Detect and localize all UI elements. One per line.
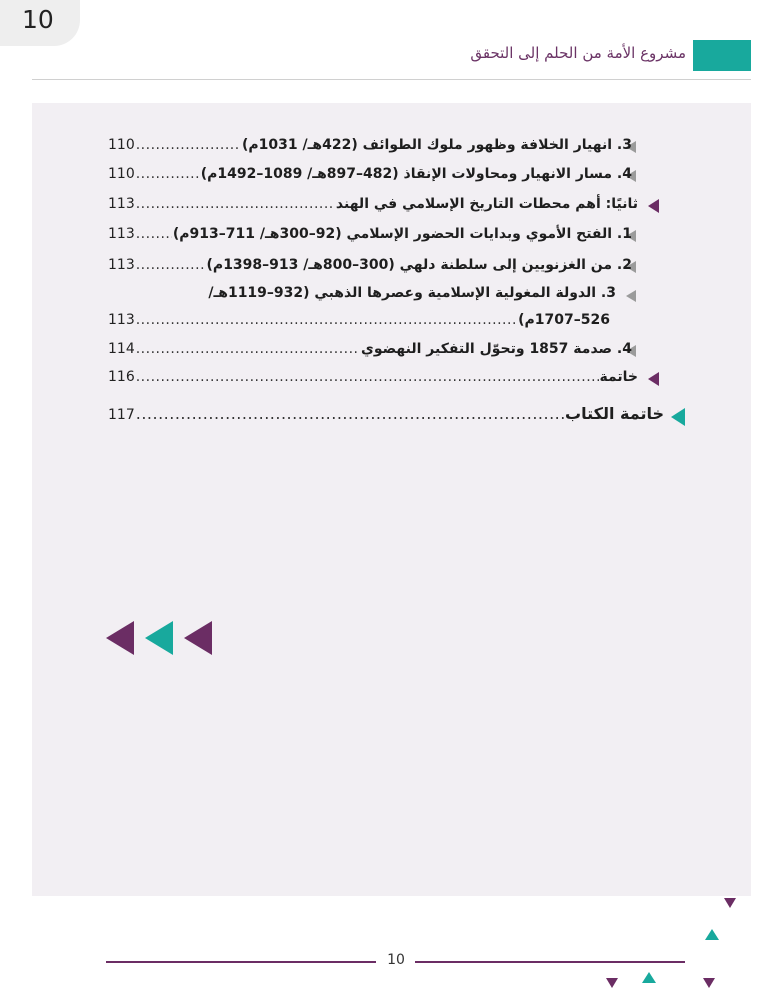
toc-entry-page: 117 — [108, 407, 135, 423]
footer-page-number: 10 — [387, 952, 405, 968]
toc-panel — [32, 103, 751, 896]
toc-section-title: ثانيًا: أهم محطات التاريخ الإسلامي في الهند — [335, 196, 638, 212]
purple-triangle-icon — [648, 199, 659, 213]
purple-triangle-icon — [106, 621, 134, 655]
toc-entry-title: 2. من الغزنويين إلى سلطنة دلهي (300–800هـ/ 913–1398م) — [206, 257, 632, 273]
toc-section-title: خاتمة — [599, 369, 638, 385]
toc-entry-title[interactable]: 3. الدولة المغولية الإسلامية وعصرها الذهبي (932–1119هـ/ — [208, 285, 616, 301]
page-number-top: 10 — [22, 5, 54, 34]
toc-entry-page: 113 — [108, 312, 135, 328]
leader-dots — [136, 166, 200, 182]
toc-section[interactable] — [108, 369, 638, 385]
toc-chapter[interactable] — [108, 404, 664, 423]
header-divider — [32, 79, 751, 80]
toc-entry-title: 3. انهيار الخلافة وظهور ملوك الطوائف (422هـ/ 1031م) — [242, 137, 632, 153]
toc-entry-page: 113 — [108, 226, 135, 242]
toc-entry[interactable] — [108, 341, 632, 357]
down-triangle-icon — [724, 898, 736, 908]
leader-dots — [136, 137, 241, 153]
up-triangle-icon — [642, 972, 656, 983]
leader-dots — [136, 257, 206, 273]
up-triangle-icon — [705, 929, 719, 940]
leader-dots — [136, 196, 335, 212]
down-triangle-icon — [606, 978, 618, 988]
down-triangle-icon — [703, 978, 715, 988]
teal-triangle-icon — [145, 621, 173, 655]
gray-triangle-icon — [626, 290, 636, 302]
toc-entry-title: 4. مسار الانهيار ومحاولات الإنقاذ (482–897هـ/ 1089–1492م) — [200, 166, 632, 182]
toc-entry-page: 114 — [108, 341, 135, 357]
leader-dots — [136, 369, 599, 385]
footer-divider-left — [106, 961, 376, 963]
toc-entry-title: 1. الفتح الأموي وبدايات الحضور الإسلامي (92–300هـ/ 711–913م) — [172, 226, 632, 242]
toc-entry-page: 110 — [108, 166, 135, 182]
toc-entry-page: 113 — [108, 257, 135, 273]
leader-dots — [136, 404, 564, 423]
leader-dots — [136, 226, 172, 242]
leader-dots — [136, 341, 360, 357]
toc-entry-page: 113 — [108, 196, 135, 212]
toc-entry-page: 116 — [108, 369, 135, 385]
page-number-tab — [0, 0, 80, 46]
toc-entry-title: 4. صدمة 1857 وتحوّل التفكير النهضوي — [361, 341, 632, 357]
toc-section[interactable] — [108, 196, 638, 212]
header-accent-block — [693, 40, 751, 71]
toc-entry[interactable] — [108, 137, 632, 153]
teal-triangle-icon — [671, 408, 685, 426]
toc-entry[interactable] — [108, 166, 632, 182]
toc-entry-page: 110 — [108, 137, 135, 153]
footer-divider-right — [415, 961, 685, 963]
toc-entry[interactable] — [108, 226, 632, 242]
toc-entry-title-continuation: 526–1707م) — [518, 312, 610, 328]
purple-triangle-icon — [184, 621, 212, 655]
toc-entry[interactable] — [108, 312, 610, 328]
leader-dots — [136, 312, 517, 328]
toc-chapter-title: خاتمة الكتاب — [565, 404, 664, 423]
toc-entry[interactable] — [108, 257, 632, 273]
header-title: مشروع الأمة من الحلم إلى التحقق — [470, 44, 686, 62]
purple-triangle-icon — [648, 372, 659, 386]
